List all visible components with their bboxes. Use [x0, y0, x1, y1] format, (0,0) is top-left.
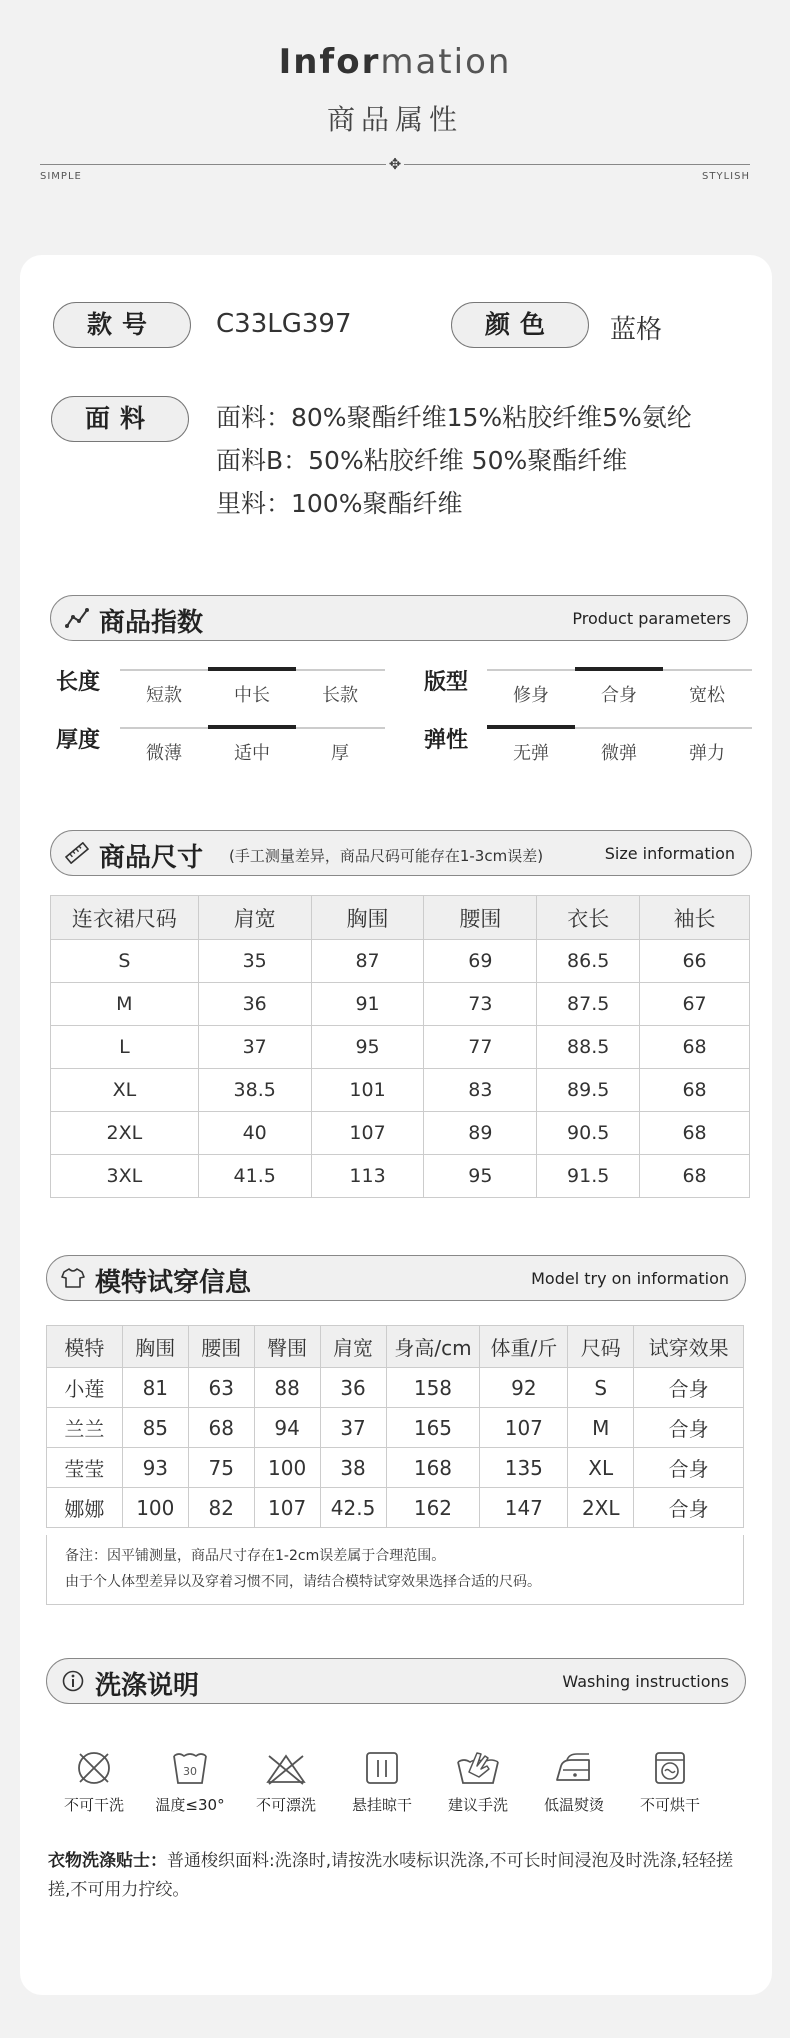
model-table-cell: 165: [386, 1408, 480, 1448]
header-title-light: mation: [380, 42, 512, 82]
ruler-icon: [65, 842, 89, 864]
size-section-header: [50, 830, 752, 876]
model-table-cell: 42.5: [320, 1488, 386, 1528]
size-table-cell: 86.5: [537, 940, 640, 983]
header-title: [0, 42, 790, 82]
param-option: 中长: [234, 685, 270, 706]
param-selected-marker: [487, 725, 575, 729]
size-table-cell: 2XL: [51, 1112, 199, 1155]
header-title-bold: Infor: [278, 42, 381, 82]
model-table-cell: M: [568, 1408, 634, 1448]
move-cross-icon: ✥: [386, 155, 404, 173]
wash-title: 洗涤说明: [95, 1671, 200, 1701]
size-table-cell: 38.5: [198, 1069, 311, 1112]
size-table-header-row: [51, 896, 750, 940]
params-title: 商品指数: [99, 608, 204, 638]
size-table-cell: 36: [198, 983, 311, 1026]
size-table-cell: 68: [640, 1026, 750, 1069]
model-table-row: [47, 1448, 744, 1488]
size-table: [50, 895, 750, 1198]
wash-tip-text: 普通梭织面料:洗涤时,请按洗水唛标识洗涤,不可长时间浸泡及时洗涤,轻轻搓搓,不可用力拧绞。: [48, 1851, 733, 1900]
model-note-line: 由于个人体型差异以及穿着习惯不同，请结合模特试穿效果选择合适的尺码。: [65, 1574, 541, 1590]
care-low-iron: [526, 1750, 622, 1815]
size-table-cell: 89: [424, 1112, 537, 1155]
wash-tip: [48, 1847, 748, 1905]
size-table-header: 腰围: [424, 896, 537, 940]
tshirt-icon: [61, 1267, 85, 1289]
model-table-cell: 82: [188, 1488, 254, 1528]
model-table-header: 肩宽: [320, 1326, 386, 1368]
size-table-cell: 68: [640, 1112, 750, 1155]
model-table-cell: 158: [386, 1368, 480, 1408]
param-option: 厚: [331, 743, 349, 764]
size-table-header: 袖长: [640, 896, 750, 940]
page-header: [0, 0, 790, 255]
color-label: 颜色: [451, 302, 589, 348]
model-table-cell: 36: [320, 1368, 386, 1408]
wash-en-title: Washing instructions: [562, 1672, 729, 1691]
param-option: 修身: [513, 685, 549, 706]
model-table-cell: 88: [254, 1368, 320, 1408]
wash-30-icon: [171, 1750, 209, 1786]
size-table-cell: 88.5: [537, 1026, 640, 1069]
model-table-header: 试穿效果: [634, 1326, 744, 1368]
model-table-header: 臀围: [254, 1326, 320, 1368]
param-label-fit: 版型: [424, 670, 469, 695]
model-table-cell: 147: [480, 1488, 568, 1528]
size-table-cell: 68: [640, 1155, 750, 1198]
model-table-header: 尺码: [568, 1326, 634, 1368]
size-title: 商品尺寸: [99, 843, 204, 873]
style-no-label: 款号: [53, 302, 191, 348]
model-table-cell: 合身: [634, 1368, 744, 1408]
param-scale-fit: [487, 669, 752, 709]
fabric-label: 面料: [51, 396, 189, 442]
size-table-cell: S: [51, 940, 199, 983]
size-table-cell: 101: [311, 1069, 424, 1112]
model-table-header: 身高/cm: [386, 1326, 480, 1368]
size-table-cell: 41.5: [198, 1155, 311, 1198]
size-table-cell: 87: [311, 940, 424, 983]
care-no-dry-clean: [46, 1750, 142, 1815]
model-table-cell: 兰兰: [47, 1408, 123, 1448]
param-option: 长款: [322, 685, 358, 706]
param-label-length: 长度: [56, 670, 101, 695]
fabric-line: 里料：100%聚酯纤维: [216, 489, 463, 518]
no-bleach-icon: [265, 1750, 307, 1786]
header-right-tag: STYLISH: [702, 171, 750, 182]
size-table-cell: M: [51, 983, 199, 1026]
wash-tip-label: 衣物洗涤贴士：: [48, 1851, 167, 1871]
size-table-cell: 68: [640, 1069, 750, 1112]
model-table-row: [47, 1368, 744, 1408]
params-section-header: [50, 595, 748, 641]
size-table-cell: 69: [424, 940, 537, 983]
style-no-value: C33LG397: [216, 309, 352, 339]
care-label: 温度≤30°: [155, 1796, 225, 1814]
product-info-card: [20, 255, 772, 1995]
model-table-cell: 2XL: [568, 1488, 634, 1528]
care-label: 不可干洗: [63, 1796, 124, 1814]
model-section-header: [46, 1255, 746, 1301]
model-table: [46, 1325, 744, 1528]
model-table-cell: 68: [188, 1408, 254, 1448]
wash-section-header: [46, 1658, 746, 1704]
size-table-header: 连衣裙尺码: [51, 896, 199, 940]
model-table-cell: 135: [480, 1448, 568, 1488]
care-label: 悬挂晾干: [351, 1796, 412, 1814]
size-table-cell: 3XL: [51, 1155, 199, 1198]
care-wash-30: [142, 1750, 238, 1815]
low-iron-icon: [553, 1750, 595, 1786]
model-table-cell: 合身: [634, 1488, 744, 1528]
no-wash-icon: [75, 1750, 113, 1786]
header-left-tag: SIMPLE: [40, 171, 82, 182]
size-table-cell: 95: [424, 1155, 537, 1198]
param-option: 弹力: [689, 743, 725, 764]
model-table-header-row: [47, 1326, 744, 1368]
size-table-header: 胸围: [311, 896, 424, 940]
param-option: 无弹: [513, 743, 549, 764]
model-table-header: 胸围: [122, 1326, 188, 1368]
model-note: [46, 1535, 744, 1605]
wash-temp-badge: 30: [183, 1765, 197, 1778]
model-table-cell: 93: [122, 1448, 188, 1488]
size-table-row: [51, 940, 750, 983]
size-table-row: [51, 1069, 750, 1112]
info-icon: [61, 1670, 85, 1692]
hand-wash-icon: [455, 1750, 501, 1786]
model-table-cell: 合身: [634, 1408, 744, 1448]
model-table-cell: 92: [480, 1368, 568, 1408]
model-table-cell: 94: [254, 1408, 320, 1448]
care-no-tumble-dry: [622, 1750, 718, 1815]
size-table-row: [51, 1026, 750, 1069]
param-scale-length: [120, 669, 385, 709]
fabric-line: 面料B：50%粘胶纤维 50%聚酯纤维: [216, 446, 628, 475]
model-table-row: [47, 1408, 744, 1448]
model-table-cell: 168: [386, 1448, 480, 1488]
size-table-cell: 95: [311, 1026, 424, 1069]
size-en-title: Size information: [604, 844, 735, 863]
model-note-line: 备注：因平铺测量，商品尺寸存在1-2cm误差属于合理范围。: [65, 1548, 446, 1564]
trend-line-icon: [65, 607, 89, 629]
param-scale-thickness: [120, 727, 385, 767]
care-label: 低温熨烫: [543, 1796, 604, 1814]
model-table-cell: 小莲: [47, 1368, 123, 1408]
model-table-cell: 81: [122, 1368, 188, 1408]
size-table-row: [51, 983, 750, 1026]
param-option: 微弹: [601, 743, 637, 764]
size-table-cell: 35: [198, 940, 311, 983]
size-table-cell: 91: [311, 983, 424, 1026]
model-table-cell: 合身: [634, 1448, 744, 1488]
param-option: 微薄: [146, 743, 182, 764]
model-table-cell: 107: [254, 1488, 320, 1528]
model-table-cell: 63: [188, 1368, 254, 1408]
param-label-elasticity: 弹性: [424, 728, 469, 753]
color-value: 蓝格: [610, 315, 663, 345]
param-option: 短款: [146, 685, 182, 706]
care-hang-dry: [334, 1750, 430, 1815]
model-table-cell: 162: [386, 1488, 480, 1528]
size-table-cell: 91.5: [537, 1155, 640, 1198]
care-label: 不可漂洗: [255, 1796, 316, 1814]
care-no-bleach: [238, 1750, 334, 1815]
param-selected-marker: [208, 725, 296, 729]
model-table-cell: S: [568, 1368, 634, 1408]
model-table-cell: 85: [122, 1408, 188, 1448]
size-table-cell: 66: [640, 940, 750, 983]
hang-dry-icon: [363, 1750, 401, 1786]
care-label: 建议手洗: [447, 1796, 508, 1814]
size-table-cell: 37: [198, 1026, 311, 1069]
model-table-header: 腰围: [188, 1326, 254, 1368]
size-table-cell: 113: [311, 1155, 424, 1198]
size-table-cell: 40: [198, 1112, 311, 1155]
model-table-cell: XL: [568, 1448, 634, 1488]
model-table-cell: 107: [480, 1408, 568, 1448]
model-table-header: 体重/斤: [480, 1326, 568, 1368]
model-table-cell: 100: [122, 1488, 188, 1528]
size-table-cell: 83: [424, 1069, 537, 1112]
param-selected-marker: [575, 667, 663, 671]
size-note: (手工测量差异，商品尺码可能存在1-3cm误差): [229, 847, 544, 865]
param-label-thickness: 厚度: [56, 728, 101, 753]
size-table-cell: 87.5: [537, 983, 640, 1026]
size-table-cell: 107: [311, 1112, 424, 1155]
param-option: 合身: [601, 685, 637, 706]
size-table-cell: 73: [424, 983, 537, 1026]
care-hand-wash: [430, 1750, 526, 1815]
params-en-title: Product parameters: [572, 609, 731, 628]
model-table-cell: 100: [254, 1448, 320, 1488]
size-table-header: 衣长: [537, 896, 640, 940]
model-table-header: 模特: [47, 1326, 123, 1368]
size-table-cell: XL: [51, 1069, 199, 1112]
param-option: 宽松: [689, 685, 725, 706]
model-en-title: Model try on information: [531, 1269, 729, 1288]
fabric-line: 面料：80%聚酯纤维15%粘胶纤维5%氨纶: [216, 403, 692, 432]
model-table-cell: 75: [188, 1448, 254, 1488]
size-table-row: [51, 1155, 750, 1198]
model-title: 模特试穿信息: [95, 1268, 252, 1298]
param-selected-marker: [208, 667, 296, 671]
model-table-cell: 莹莹: [47, 1448, 123, 1488]
size-table-row: [51, 1112, 750, 1155]
param-scale-elasticity: [487, 727, 752, 767]
care-label: 不可烘干: [639, 1796, 700, 1814]
no-tumble-dry-icon: [651, 1750, 689, 1786]
param-option: 适中: [234, 743, 270, 764]
model-table-cell: 38: [320, 1448, 386, 1488]
size-table-cell: 67: [640, 983, 750, 1026]
model-table-cell: 37: [320, 1408, 386, 1448]
size-table-cell: 89.5: [537, 1069, 640, 1112]
size-table-cell: 90.5: [537, 1112, 640, 1155]
model-table-cell: 娜娜: [47, 1488, 123, 1528]
header-subtitle: 商品属性: [326, 103, 463, 136]
size-table-cell: L: [51, 1026, 199, 1069]
size-table-header: 肩宽: [198, 896, 311, 940]
size-table-cell: 77: [424, 1026, 537, 1069]
model-table-row: [47, 1488, 744, 1528]
